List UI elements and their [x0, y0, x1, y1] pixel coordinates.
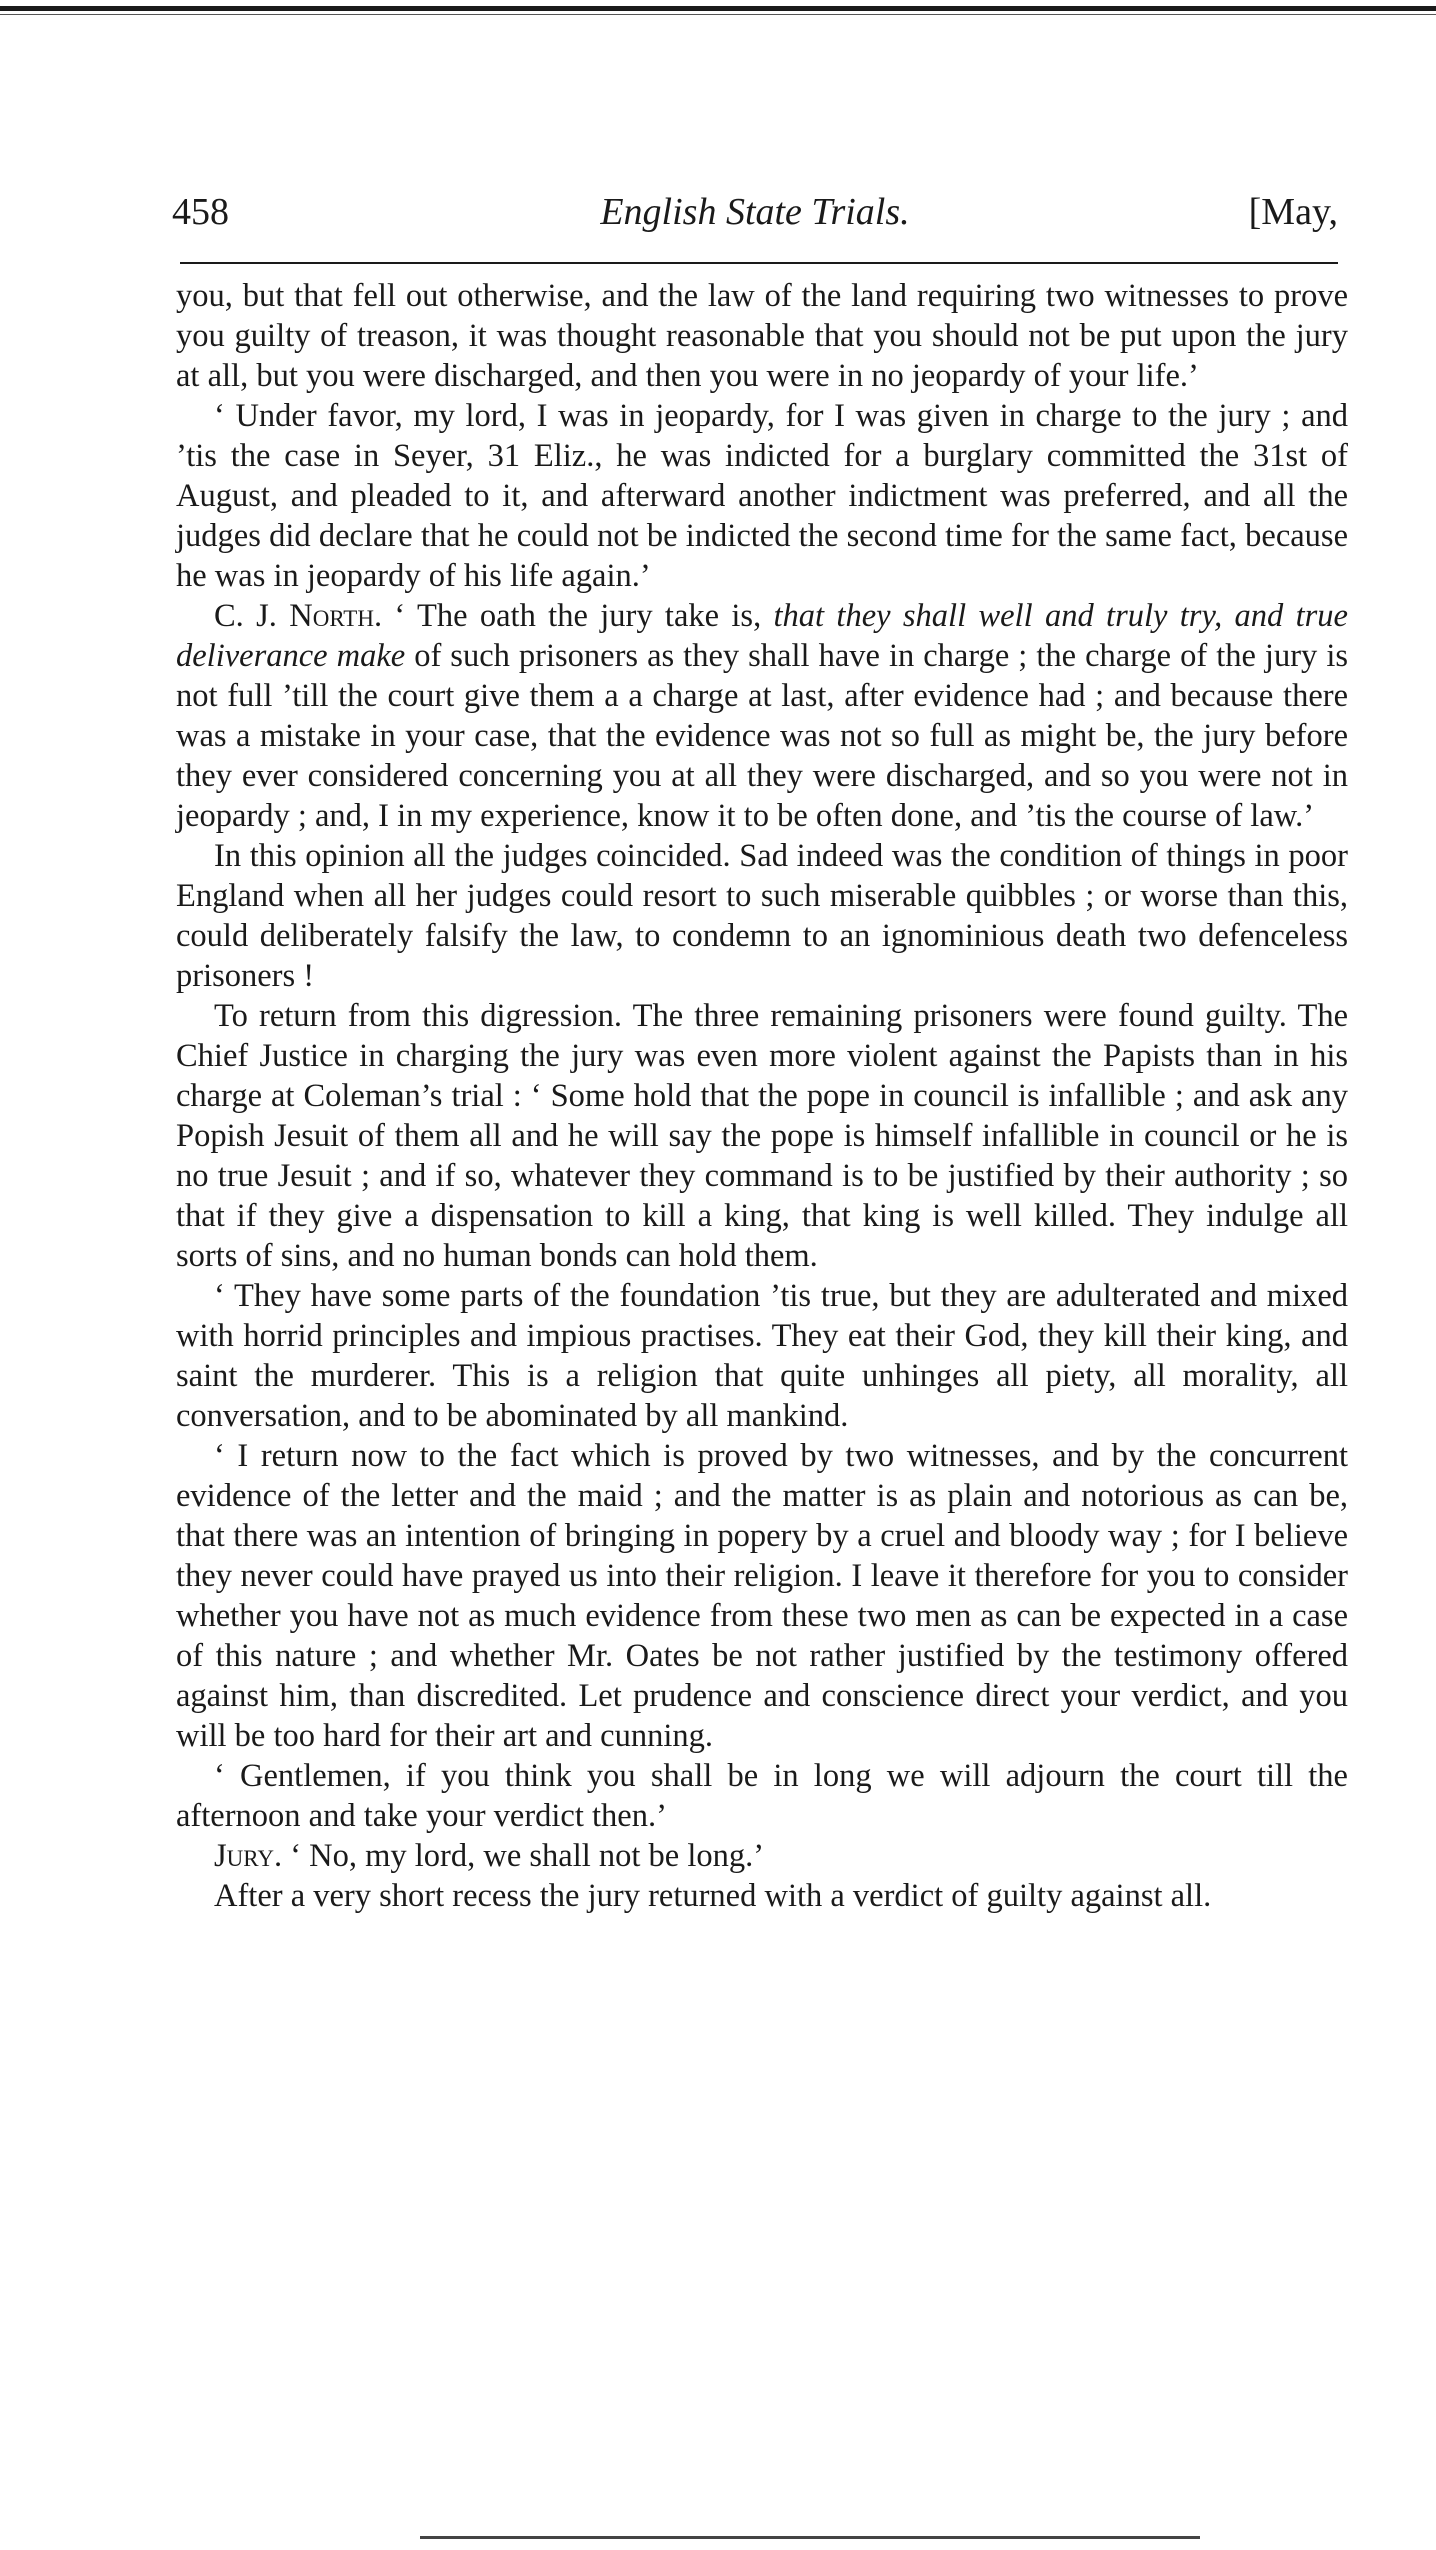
paragraph-3-italic: that they shall well and truly try, and true deliverance make: [176, 598, 1348, 674]
paragraph-1: you, but that fell out otherwise, and the law of the land requiring two witnesses to prove you guilty of treason, it was thought reasonable that you should not be put upon the jury at all, but you were discharged, and then you were in no jeopardy of your life.’: [176, 278, 1348, 394]
header-rule: [180, 262, 1338, 264]
paragraph-9: [176, 1836, 1348, 1876]
page-body: [176, 276, 1348, 1916]
bottom-edge-rule: [420, 2536, 1200, 2539]
running-header: [172, 190, 1338, 246]
paragraph-2: ‘ Under favor, my lord, I was in jeopardy, for I was given in charge to the jury ; and ’tis the case in Seyer, 31 Eliz., he was indicted for a burglary committed the 31st of August, and pleaded to it, and afterward another indictment was preferred, and all the judges did declare that he could not be indicted the second time for the same fact, because he was in jeopardy of his life again.’: [176, 398, 1348, 594]
paragraph-7: ‘ I return now to the fact which is proved by two witnesses, and by the concurrent evidence of the letter and the maid ; and the matter is as plain and notorious as can be, that there was an intention of bringing in popery by a cruel and bloody way ; for I believe they never could have prayed us into their religion. I leave it therefore for you to consider whether you have not as much evidence from these two men as can be expected in a case of this nature ; and whether Mr. Oates be not rather justified by the testimony offered against him, than discredited. Let prudence and conscience direct your verdict, and you will be too hard for their art and cunning.: [176, 1438, 1348, 1754]
speaker-jury: Jury.: [214, 1838, 283, 1874]
speaker-north: C. J. North.: [214, 598, 383, 634]
top-edge-thin-rule: [0, 14, 1436, 15]
paragraph-8: ‘ Gentlemen, if you think you shall be in long we will adjourn the court till the afternoon and take your verdict then.’: [176, 1758, 1348, 1834]
paragraph-3: [176, 596, 1348, 836]
paragraph-10: After a very short recess the jury returned with a verdict of guilty against all.: [214, 1878, 1212, 1914]
paragraph-6: ‘ They have some parts of the foundation ’tis true, but they are adulterated and mixed with horrid principles and impious practises. They eat their God, they kill their king, and saint the murderer. This is a religion that quite unhinges all piety, all morality, all conversation, and to be abominated by all mankind.: [176, 1278, 1348, 1434]
paragraph-4: In this opinion all the judges coincided. Sad indeed was the condition of things in poor England when all her judges could resort to such miserable quibbles ; or worse than this, could deliberately falsify the law, to condemn to an ignominious death two defenceless prisoners !: [176, 838, 1348, 994]
running-title: English State Trials.: [600, 191, 910, 233]
top-edge-rule: [0, 6, 1436, 11]
paragraph-3-text-b: of such prisoners as they shall have in charge ; the charge of the jury is not full ’till the court give them a a charge at last, after evidence had ; and because there was a mistake in your case, that the evidence was not so full as might be, the jury before they ever considered concerning you at all they were discharged, and so you were not in jeopardy ; and, I in my experience, know it to be often done, and ’tis the course of law.’: [176, 638, 1348, 834]
paragraph-3-text-a: ‘ The oath the jury take is,: [382, 598, 774, 634]
paragraph-9-text: ‘ No, my lord, we shall not be long.’: [282, 1838, 765, 1874]
page-number: 458: [172, 191, 229, 233]
running-month: [May,: [1248, 191, 1338, 233]
paragraph-5: To return from this digression. The three remaining prisoners were found guilty. The Chief Justice in charging the jury was even more violent against the Papists than in his charge at Coleman’s trial : ‘ Some hold that the pope in council is infallible ; and ask any Popish Jesuit of them all and he will say the pope is himself infallible in council or he is no true Jesuit ; and if so, whatever they command is to be justified by their authority ; so that if they give a dispensation to kill a king, that king is well killed. They indulge all sorts of sins, and no human bonds can hold them.: [176, 998, 1348, 1274]
